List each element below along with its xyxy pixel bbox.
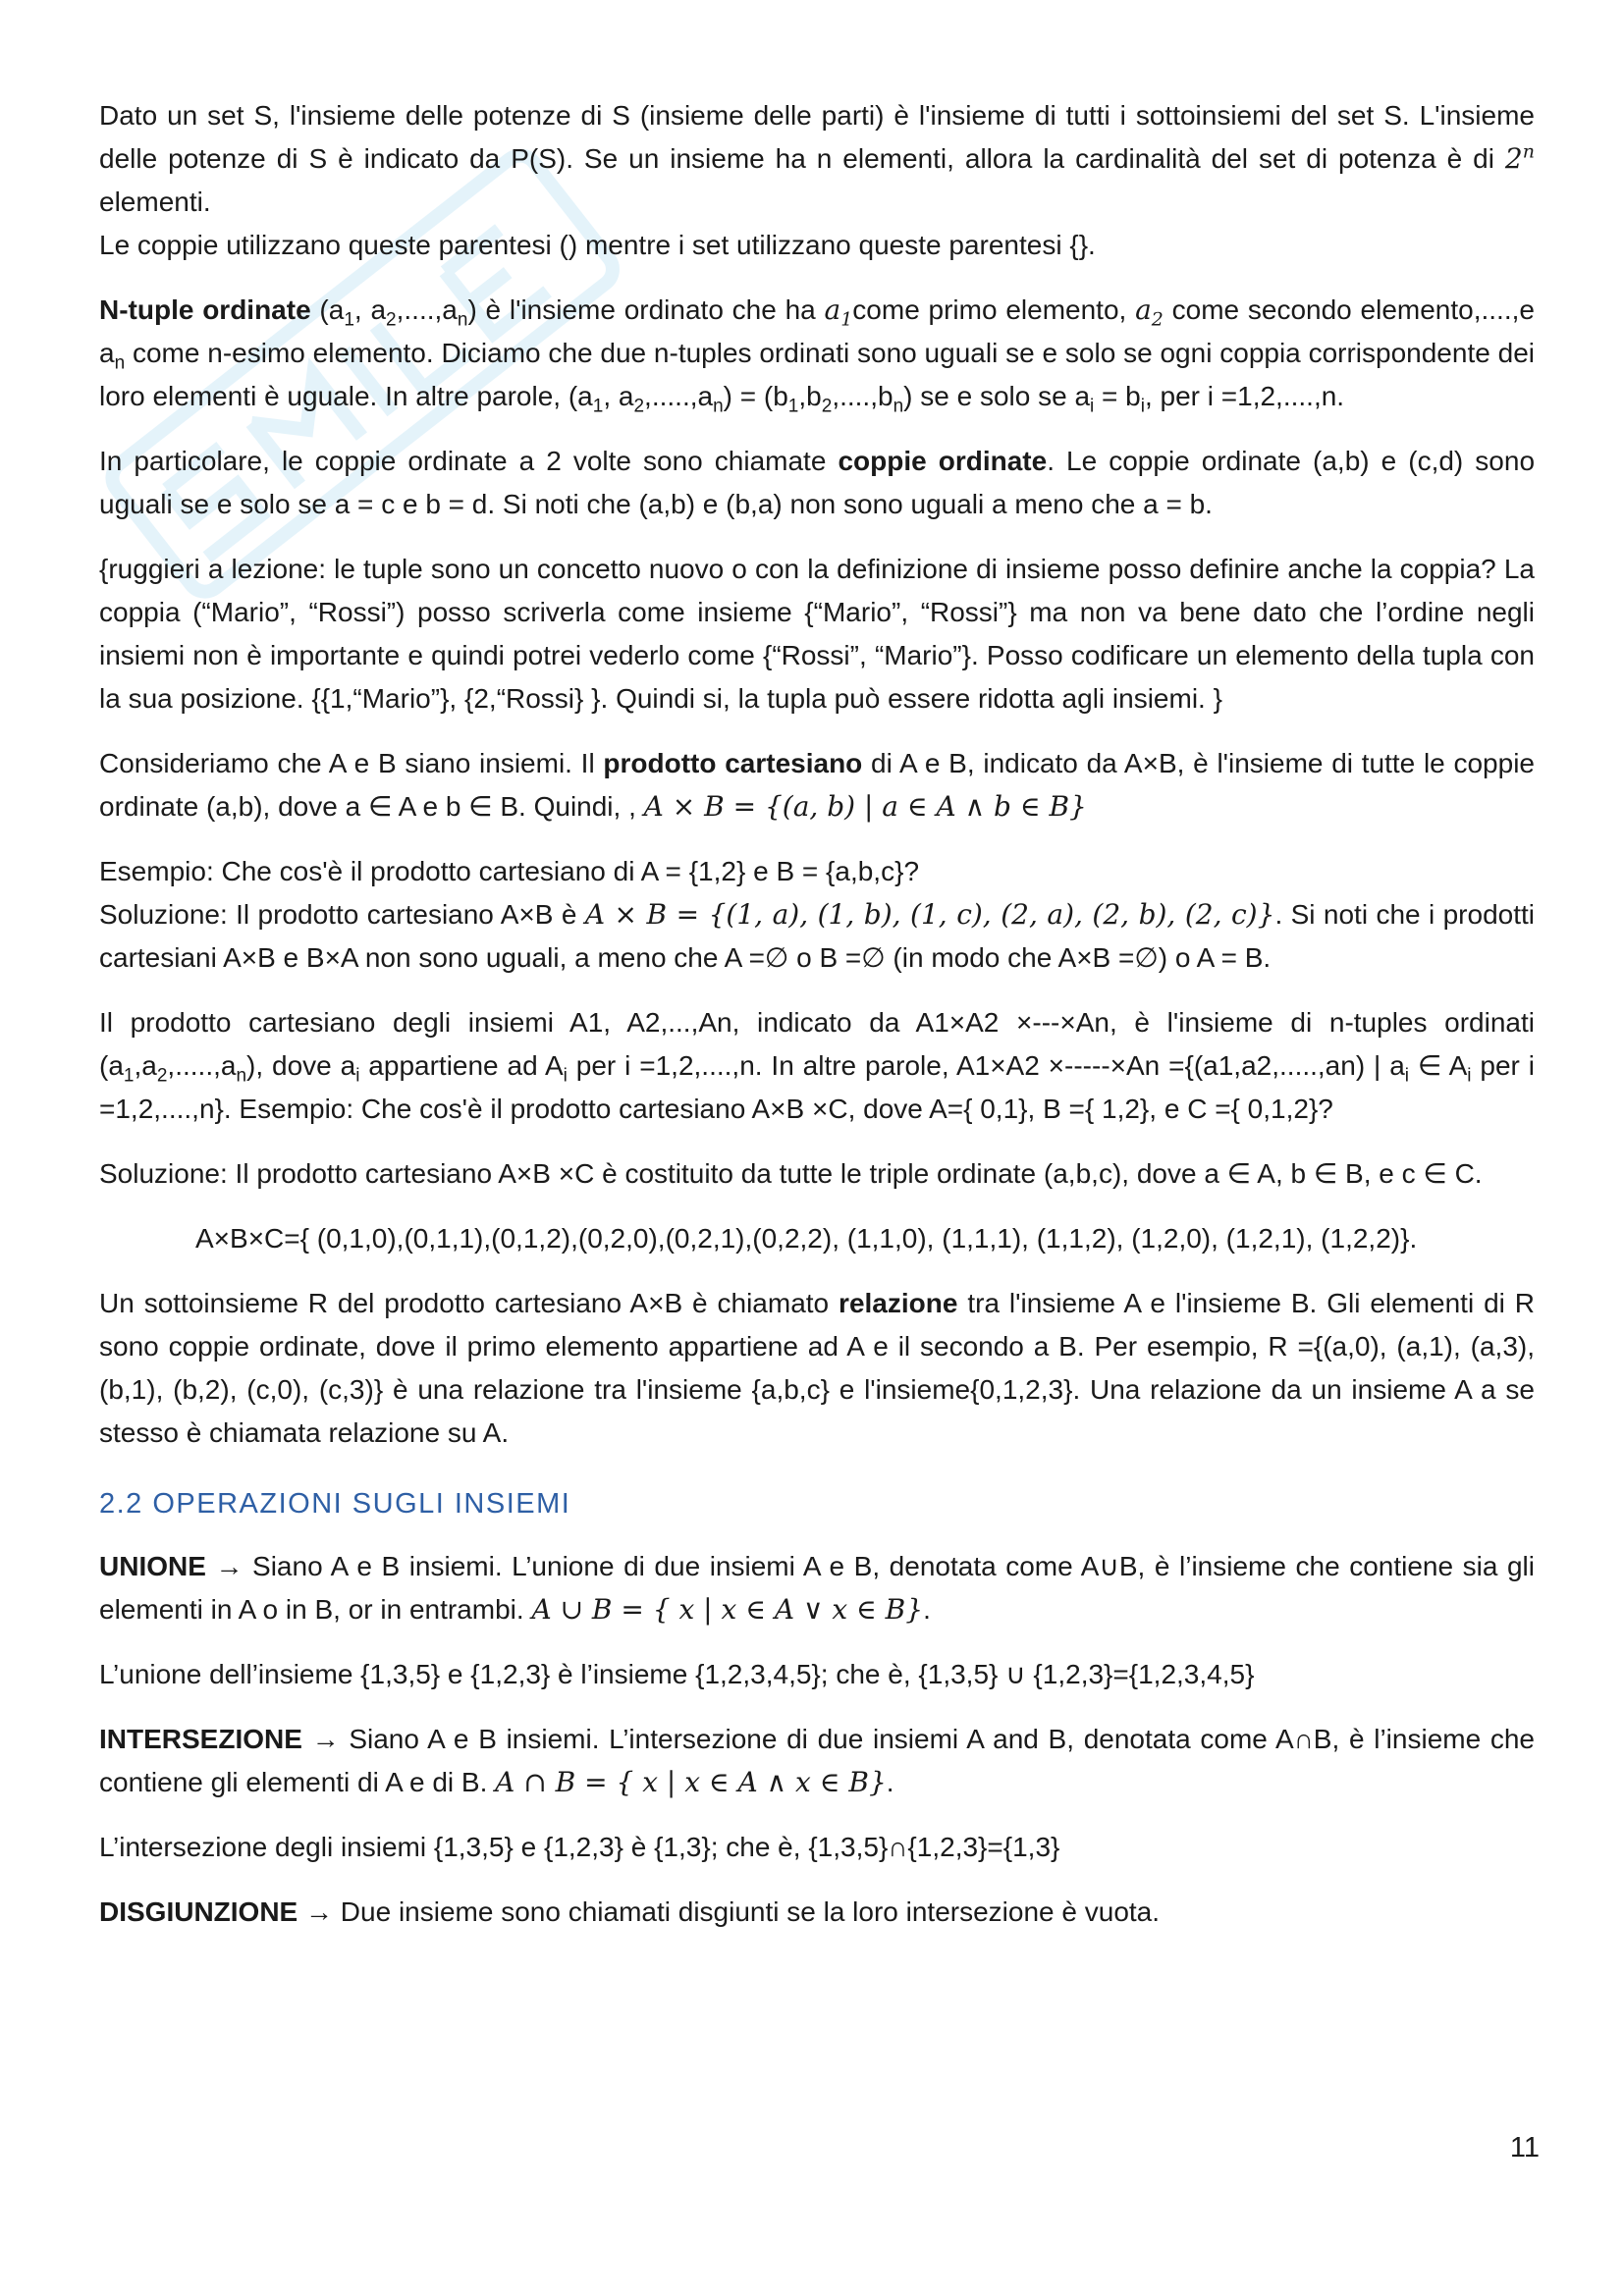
paragraph-union-example: L’unione dell’insieme {1,3,5} e {1,2,3} è l’insieme {1,2,3,4,5}; che è, {1,3,5} ∪ {1,2,3}={1,2,3,4,5} [99, 1659, 1255, 1689]
paragraph-example-question: Esempio: Che cos'è il prodotto cartesiano di A = {1,2} e B = {a,b,c}? [99, 856, 920, 886]
paragraph-disjunction: DISGIUNZIONE → Due insieme sono chiamati disgiunti se la loro intersezione è vuota. [99, 1896, 1161, 1927]
paragraph-ordered-pairs: In particolare, le coppie ordinate a 2 volte sono chiamate coppie ordinate. Le coppie ordinate (a,b) e (c,d) sono uguali se e solo se a = c e b = d. Si noti che (a,b) e (b,a) non sono uguali a meno che a = b. [99, 446, 1536, 519]
arrow-right-icon: → [205, 1551, 253, 1581]
paragraph-n-ary-product: Il prodotto cartesiano degli insiemi A1, A2,...,An, indicato da A1×A2 ×---×An, è l'insieme di n-tuples ordinati $(a_1,a_2,.....,a_n)$, dove $a_i$ appartiene ad $A_i$ per i =1,2,....,n. In altre parole, A1×A2 ×-----×An ={(a1,a2,.....,an) | $a_i$ ∈ $A_i$ per i =1,2,....,n}. Esempio: Che cos'è il prodotto cartesiano A×B ×C, dove A={ 0,1}, B ={ 1,2}, e C ={ 0,1,2}? [99, 1007, 1535, 1124]
paragraph-relation: Un sottoinsieme R del prodotto cartesiano A×B è chiamato relazione tra l'insieme A e l'insieme B. Gli elementi di R sono coppie ordinate, dove il primo elemento appartiene ad A e il secondo a B. Per esempio, R ={(a,0), (a,1), (a,3), (b,1), (b,2), (c,0), (c,3)} è una relazione tra l'insieme {a,b,c} e l'insieme{0,1,2,3}. Una relazione da un insieme A a se stesso è chiamata relazione su A. [99, 1288, 1536, 1448]
section-heading: 2.2 OPERAZIONI SUGLI INSIEMI [99, 1488, 571, 1520]
document-page [99, 94, 1535, 1955]
paragraph-intersection-example: L’intersezione degli insiemi {1,3,5} e {1,2,3} è {1,3}; che è, {1,3,5}∩{1,2,3}={1,3} [99, 1832, 1060, 1862]
paragraph-lecture-note: {ruggieri a lezione: le tuple sono un concetto nuovo o con la definizione di insieme posso definire anche la coppia? La coppia (“Mario”, “Rossi”) posso scriverla come insieme {“Mario”, “Rossi”} ma non va bene dato che l’ordine negli insiemi non è importante e quindi potrei vederlo come {“Rossi”, “Mario”}. Posso codificare un elemento della tupla con la sua posizione. {{1,“Mario”}, {2,“Rossi} }. Quindi si, la tupla può essere ridotta agli insiemi. } [99, 554, 1535, 714]
arrow-right-icon: → [298, 1896, 341, 1927]
paragraph-union: UNIONE → Siano A e B insiemi. L’unione di due insiemi A e B, denotata come A∪B, è l’insieme che contiene sia gli elementi in A o in B, or in entrambi. A ∪ B = { x | x ∈ A ∨ x ∈ B}. [99, 1551, 1535, 1626]
paragraph-cartesian-product: Consideriamo che A e B siano insiemi. Il prodotto cartesiano di A e B, indicato da A×B, è l'insieme di tutte le coppie ordinate (a,b), dove a ∈ A e b ∈ B. Quindi, , A × B = {(a, b) | a ∈ A ∧ b ∈ B} [99, 748, 1535, 823]
paragraph-n-tuple: N-tuple ordinate ($a_1$, $a_2,....,a_n$) è l'insieme ordinato che ha $a_1come$ primo elemento, $a_2$ come secondo elemento,....,e $a_n$ come n-esimo elemento. Diciamo che due n-tuples ordinati sono uguali se e solo se ogni coppia corrispondente dei loro elementi è uguale. In altre parole, ($a_1$, $a_2,.....,a_n) = (b_1,b_2,....,b_n)$ se e solo se $a_i = b_i$, per i =1,2,....,n. [99, 294, 1535, 417]
paragraph-example-solution: Soluzione: Il prodotto cartesiano A×B è A × B = {(1, a), (1, b), (1, c), (2, a), (2, b), (2, c)}. Si noti che i prodotti cartesiani A×B e B×A non sono uguali, a meno che A =∅ o B =∅ (in modo che A×B =∅) o A = B. [99, 898, 1536, 973]
arrow-right-icon: → [301, 1724, 350, 1754]
paragraph-triple-solution: Soluzione: Il prodotto cartesiano A×B ×C è costituito da tutte le triple ordinate (a,b,c), dove a ∈ A, b ∈ B, e c ∈ C. [99, 1158, 1483, 1189]
paragraph-intersection: INTERSEZIONE → Siano A e B insiemi. L’intersezione di due insiemi A and B, denotata come A∩B, è l’insieme che contiene gli elementi di A e di B. A ∩ B = { x | x ∈ A ∧ x ∈ B}. [99, 1724, 1536, 1798]
paragraph-power-set: Dato un set S, l'insieme delle potenze di S (insieme delle parti) è l'insieme di tutti i sottoinsiemi del set S. L'insieme delle potenze di S è indicato da P(S). Se un insieme ha n elementi, allora la cardinalità del set di potenza è di 2$^n$ elementi. [99, 100, 1535, 217]
page-number: 11 [1509, 2132, 1540, 2163]
paragraph-triple-list: A×B×C={ (0,1,0),(0,1,1),(0,1,2),(0,2,0),(0,2,1),(0,2,2), (1,1,0), (1,1,1), (1,1,2), (1,2,0), (1,2,1), (1,2,2)}. [195, 1223, 1418, 1254]
paragraph-brackets: Le coppie utilizzano queste parentesi () mentre i set utilizzano queste parentesi {}. [99, 230, 1096, 260]
